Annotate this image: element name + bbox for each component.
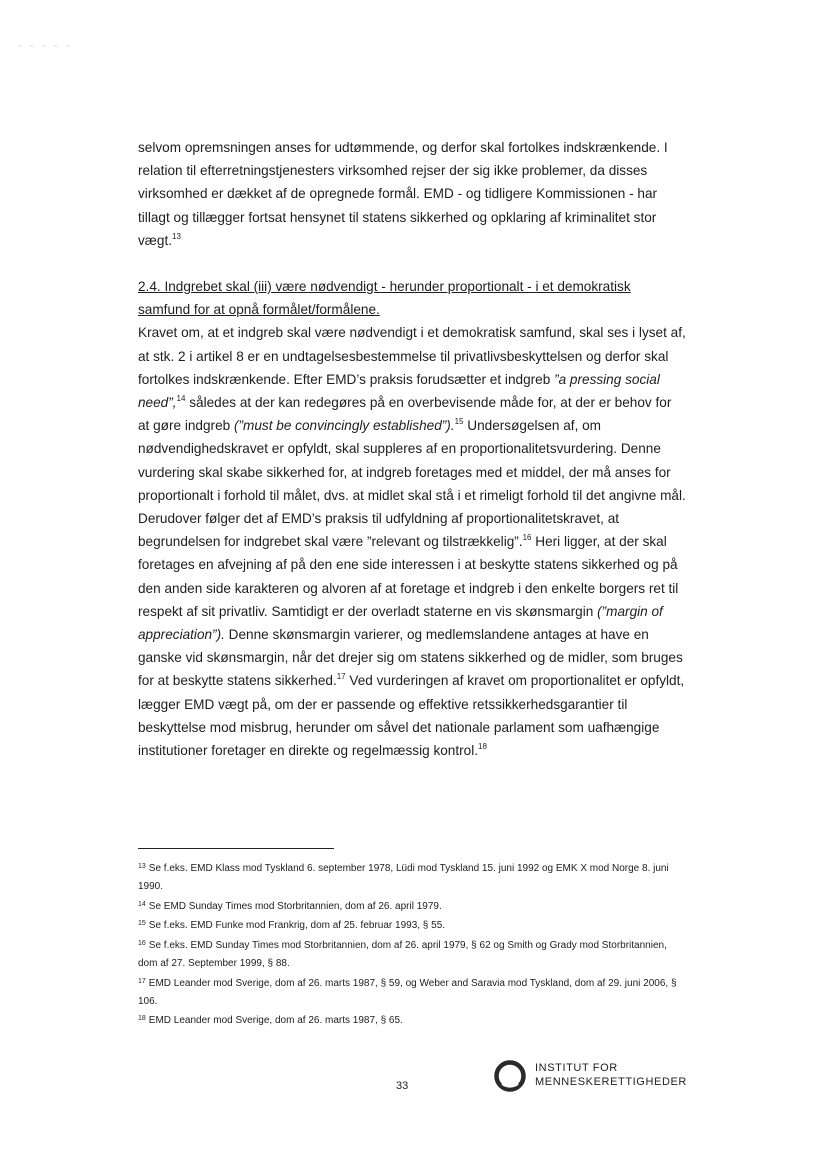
footnote-ref[interactable]: 16 [522,533,532,543]
paragraph-necessity: Kravet om, at et indgreb skal være nødvendigt i et demokratisk samfund, skal ses i lyset af, at stk. 2 i artikel 8 er en undtagelsesbestemmelse til privatlivsbeskyttelsen og derfor skal fortolkes indskrænkende. Efter EMD’s praksis forudsætter et indgreb ”a pressing social need”,$^{14}$ således at der kan redegøres på en overbevisende måde for, at der er behov for at gøre indgreb (”must be convincingly established”).$^{15}$ Undersøgelsen af, om nødvendighedskravet er opfyldt, skal suppleres af en proportionalitetsvurdering. Denne vurdering skal skabe sikkerhed for, at indgreb foretages med et middel, der må anses for proportionalt i forhold til målet, dvs. at midlet skal stå i et rimeligt forhold til det angivne mål. Derudover følger det af EMD’s praksis til udfyldning af proportionalitetskravet, at begrundelsen for indgrebet skal være ”relevant og tilstrækkelig”.$^{16}$ Heri ligger, at der skal foretages en afvejning af på den ene side interessen i at beskytte statens sikkerhed og på den anden side karakteren og alvoren af at foretage et indgreb i den enkelte borgers ret til respekt af sit privatliv. Samtidigt er der overladt staterne en vis skønsmargin (”margin of appreciation”). Denne skønsmargin varierer, og medlemslandene antages at have en ganske vid skønsmargin, når det drejer sig om statens sikkerhed og de midler, som bruges for at beskytte statens sikkerhed.$^{17}$ Ved vurderingen af kravet om proportionalitet er opfyldt, lægger EMD vægt på, om der er passende og effektive retssikkerhedsgarantier til beskyttelse mod misbrug, herunder om såvel det nationale parlament som uafhængige institutioner foretager en direkte og regelmæssig kontrol.$^{18}$ [138,325,686,759]
footnote-ref[interactable]: 15 [454,417,464,427]
scan-artifact [18,34,78,36]
page-number: 33 [396,1080,409,1092]
section-heading: 2.4. Indgrebet skal (iii) være nødvendigt - herunder proportionalt - i et demokratisk samfund for at opnå formålet/formålene. [138,279,631,318]
footnote-item: $^{14}$ Se EMD Sunday Times mod Storbritannien, dom af 26. april 1979. [138,900,442,912]
footnote-separator [138,848,334,849]
footnote-item: $^{17}$ EMD Leander mod Sverige, dom af 26. marts 1987, § 59, og Weber and Saravia mod Tyskland, dom af 29. juni 2006, § 106. [138,977,677,1007]
institute-ring-logo-icon [493,1058,529,1094]
footnotes [138,858,678,1030]
logo-text: INSTITUT FOR MENNESKERETTIGHEDER [535,1062,687,1088]
footnote-ref[interactable]: 13 [172,231,181,241]
footnote-item: $^{13}$ Se f.eks. EMD Klass mod Tyskland 6. september 1978, Lüdi mod Tyskland 15. juni 1992 og EMK X mod Norge 8. juni 1990. [138,863,669,892]
footnote-ref[interactable]: 18 [478,742,487,752]
footnote-item: $^{15}$ Se f.eks. EMD Funke mod Frankrig, dom af 25. februar 1993, § 55. [138,920,446,932]
footnote-ref[interactable]: 17 [336,672,346,682]
paragraph-continuation: selvom opremsningen anses for udtømmende, og derfor skal fortolkes indskrænkende. I relation til efterretningstjenesters virksomhed rejser der sig ikke problemer, da disses virksomhed er dækket af de opregnede formål. EMD - og tidligere Kommissionen - har tillagt og tillægger fortsat hensynet til statens sikkerhed og opklaring af kriminalitet stor vægt.$^{13}$ [138,140,668,248]
institute-logo [493,1058,693,1094]
footnote-item: $^{16}$ Se f.eks. EMD Sunday Times mod Storbritannien, dom af 26. april 1979, § 62 og Smith og Grady mod Storbritannien, dom af 27. September 1999, § 88. [138,940,667,969]
main-text [138,136,686,762]
footnote-item: $^{18}$ EMD Leander mod Sverige, dom af 26. marts 1987, § 65. [138,1015,403,1027]
footnote-ref[interactable]: 14 [176,394,186,404]
